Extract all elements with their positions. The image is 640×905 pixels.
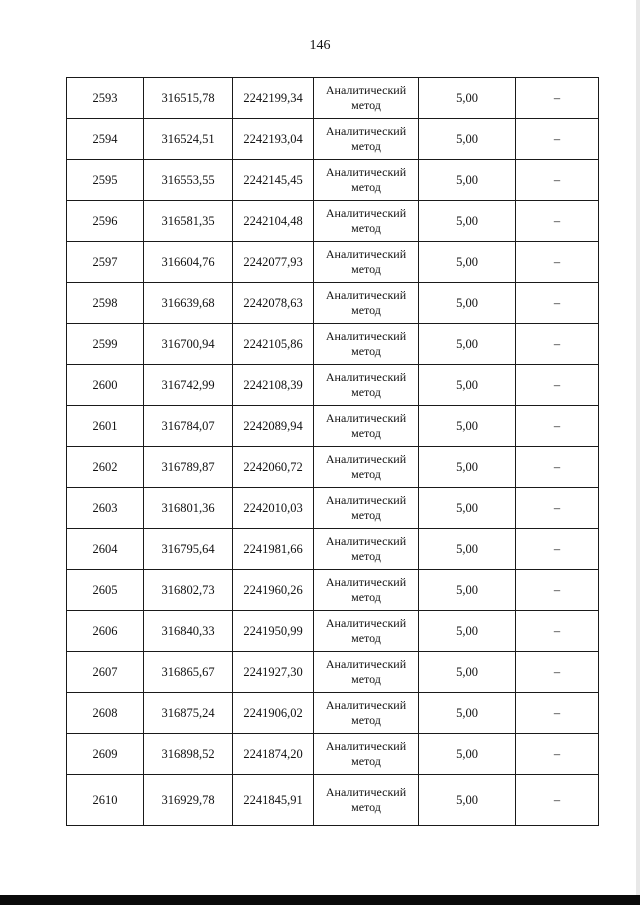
table-row bbox=[67, 570, 599, 611]
table-row bbox=[67, 324, 599, 365]
accuracy-cell: 5,00 bbox=[419, 570, 516, 611]
point-number-cell: 2608 bbox=[67, 693, 144, 734]
x-coordinate-cell: 316742,99 bbox=[144, 365, 233, 406]
method-text: Аналитический метод bbox=[325, 452, 407, 481]
method-cell bbox=[314, 529, 419, 570]
point-number-cell: 2610 bbox=[67, 775, 144, 826]
method-cell bbox=[314, 693, 419, 734]
x-coordinate-cell: 316553,55 bbox=[144, 160, 233, 201]
accuracy-cell: 5,00 bbox=[419, 119, 516, 160]
table-row bbox=[67, 693, 599, 734]
note-cell: – bbox=[516, 611, 599, 652]
method-text: Аналитический метод bbox=[325, 785, 407, 814]
accuracy-cell: 5,00 bbox=[419, 406, 516, 447]
method-cell bbox=[314, 160, 419, 201]
method-text: Аналитический метод bbox=[325, 411, 407, 440]
x-coordinate-cell: 316639,68 bbox=[144, 283, 233, 324]
table-row bbox=[67, 160, 599, 201]
method-text: Аналитический метод bbox=[325, 83, 407, 112]
y-coordinate-cell: 2242145,45 bbox=[233, 160, 314, 201]
point-number-cell: 2609 bbox=[67, 734, 144, 775]
point-number-cell: 2607 bbox=[67, 652, 144, 693]
method-text: Аналитический метод bbox=[325, 206, 407, 235]
y-coordinate-cell: 2242104,48 bbox=[233, 201, 314, 242]
method-cell bbox=[314, 611, 419, 652]
method-cell bbox=[314, 283, 419, 324]
x-coordinate-cell: 316802,73 bbox=[144, 570, 233, 611]
point-number-cell: 2599 bbox=[67, 324, 144, 365]
note-cell: – bbox=[516, 652, 599, 693]
coordinates-table bbox=[66, 77, 599, 826]
x-coordinate-cell: 316581,35 bbox=[144, 201, 233, 242]
y-coordinate-cell: 2241906,02 bbox=[233, 693, 314, 734]
x-coordinate-cell: 316784,07 bbox=[144, 406, 233, 447]
method-text: Аналитический метод bbox=[325, 575, 407, 604]
point-number-cell: 2597 bbox=[67, 242, 144, 283]
accuracy-cell: 5,00 bbox=[419, 201, 516, 242]
method-cell bbox=[314, 78, 419, 119]
point-number-cell: 2606 bbox=[67, 611, 144, 652]
method-cell bbox=[314, 652, 419, 693]
x-coordinate-cell: 316700,94 bbox=[144, 324, 233, 365]
y-coordinate-cell: 2242077,93 bbox=[233, 242, 314, 283]
accuracy-cell: 5,00 bbox=[419, 242, 516, 283]
note-cell: – bbox=[516, 201, 599, 242]
accuracy-cell: 5,00 bbox=[419, 324, 516, 365]
method-text: Аналитический метод bbox=[325, 698, 407, 727]
x-coordinate-cell: 316795,64 bbox=[144, 529, 233, 570]
y-coordinate-cell: 2242010,03 bbox=[233, 488, 314, 529]
point-number-cell: 2593 bbox=[67, 78, 144, 119]
method-cell bbox=[314, 201, 419, 242]
table-body bbox=[67, 78, 599, 826]
accuracy-cell: 5,00 bbox=[419, 775, 516, 826]
point-number-cell: 2594 bbox=[67, 119, 144, 160]
table-row bbox=[67, 283, 599, 324]
method-text: Аналитический метод bbox=[325, 616, 407, 645]
x-coordinate-cell: 316898,52 bbox=[144, 734, 233, 775]
accuracy-cell: 5,00 bbox=[419, 283, 516, 324]
y-coordinate-cell: 2241950,99 bbox=[233, 611, 314, 652]
method-text: Аналитический метод bbox=[325, 329, 407, 358]
x-coordinate-cell: 316929,78 bbox=[144, 775, 233, 826]
note-cell: – bbox=[516, 365, 599, 406]
method-text: Аналитический метод bbox=[325, 124, 407, 153]
note-cell: – bbox=[516, 324, 599, 365]
accuracy-cell: 5,00 bbox=[419, 611, 516, 652]
accuracy-cell: 5,00 bbox=[419, 488, 516, 529]
y-coordinate-cell: 2241845,91 bbox=[233, 775, 314, 826]
table-row bbox=[67, 119, 599, 160]
x-coordinate-cell: 316789,87 bbox=[144, 447, 233, 488]
x-coordinate-cell: 316875,24 bbox=[144, 693, 233, 734]
method-cell bbox=[314, 365, 419, 406]
y-coordinate-cell: 2241981,66 bbox=[233, 529, 314, 570]
accuracy-cell: 5,00 bbox=[419, 160, 516, 201]
note-cell: – bbox=[516, 242, 599, 283]
method-cell bbox=[314, 775, 419, 826]
y-coordinate-cell: 2242078,63 bbox=[233, 283, 314, 324]
point-number-cell: 2601 bbox=[67, 406, 144, 447]
x-coordinate-cell: 316840,33 bbox=[144, 611, 233, 652]
method-cell bbox=[314, 447, 419, 488]
table-row bbox=[67, 775, 599, 826]
scan-border bbox=[0, 895, 640, 905]
y-coordinate-cell: 2241960,26 bbox=[233, 570, 314, 611]
method-text: Аналитический метод bbox=[325, 657, 407, 686]
note-cell: – bbox=[516, 406, 599, 447]
y-coordinate-cell: 2241927,30 bbox=[233, 652, 314, 693]
point-number-cell: 2596 bbox=[67, 201, 144, 242]
method-text: Аналитический метод bbox=[325, 165, 407, 194]
point-number-cell: 2600 bbox=[67, 365, 144, 406]
point-number-cell: 2598 bbox=[67, 283, 144, 324]
accuracy-cell: 5,00 bbox=[419, 447, 516, 488]
y-coordinate-cell: 2242199,34 bbox=[233, 78, 314, 119]
method-cell bbox=[314, 734, 419, 775]
note-cell: – bbox=[516, 734, 599, 775]
method-text: Аналитический метод bbox=[325, 247, 407, 276]
accuracy-cell: 5,00 bbox=[419, 652, 516, 693]
accuracy-cell: 5,00 bbox=[419, 734, 516, 775]
y-coordinate-cell: 2242060,72 bbox=[233, 447, 314, 488]
accuracy-cell: 5,00 bbox=[419, 693, 516, 734]
point-number-cell: 2602 bbox=[67, 447, 144, 488]
note-cell: – bbox=[516, 570, 599, 611]
method-text: Аналитический метод bbox=[325, 493, 407, 522]
accuracy-cell: 5,00 bbox=[419, 365, 516, 406]
table-row bbox=[67, 652, 599, 693]
table-row bbox=[67, 611, 599, 652]
table-row bbox=[67, 242, 599, 283]
point-number-cell: 2595 bbox=[67, 160, 144, 201]
table-row bbox=[67, 734, 599, 775]
method-cell bbox=[314, 570, 419, 611]
x-coordinate-cell: 316865,67 bbox=[144, 652, 233, 693]
table-row bbox=[67, 488, 599, 529]
x-coordinate-cell: 316524,51 bbox=[144, 119, 233, 160]
method-text: Аналитический метод bbox=[325, 370, 407, 399]
note-cell: – bbox=[516, 283, 599, 324]
accuracy-cell: 5,00 bbox=[419, 529, 516, 570]
note-cell: – bbox=[516, 775, 599, 826]
table-row bbox=[67, 78, 599, 119]
method-cell bbox=[314, 242, 419, 283]
page-number: 146 bbox=[309, 38, 331, 53]
accuracy-cell: 5,00 bbox=[419, 78, 516, 119]
note-cell: – bbox=[516, 119, 599, 160]
note-cell: – bbox=[516, 447, 599, 488]
x-coordinate-cell: 316604,76 bbox=[144, 242, 233, 283]
note-cell: – bbox=[516, 160, 599, 201]
point-number-cell: 2603 bbox=[67, 488, 144, 529]
note-cell: – bbox=[516, 78, 599, 119]
y-coordinate-cell: 2242108,39 bbox=[233, 365, 314, 406]
y-coordinate-cell: 2242193,04 bbox=[233, 119, 314, 160]
x-coordinate-cell: 316801,36 bbox=[144, 488, 233, 529]
method-cell bbox=[314, 324, 419, 365]
y-coordinate-cell: 2242089,94 bbox=[233, 406, 314, 447]
method-cell bbox=[314, 406, 419, 447]
point-number-cell: 2604 bbox=[67, 529, 144, 570]
y-coordinate-cell: 2242105,86 bbox=[233, 324, 314, 365]
x-coordinate-cell: 316515,78 bbox=[144, 78, 233, 119]
table-row bbox=[67, 365, 599, 406]
note-cell: – bbox=[516, 488, 599, 529]
method-text: Аналитический метод bbox=[325, 534, 407, 563]
table-row bbox=[67, 447, 599, 488]
note-cell: – bbox=[516, 529, 599, 570]
table-row bbox=[67, 201, 599, 242]
note-cell: – bbox=[516, 693, 599, 734]
method-cell bbox=[314, 488, 419, 529]
table-row bbox=[67, 529, 599, 570]
method-text: Аналитический метод bbox=[325, 288, 407, 317]
method-cell bbox=[314, 119, 419, 160]
scan-edge bbox=[636, 0, 640, 895]
point-number-cell: 2605 bbox=[67, 570, 144, 611]
method-text: Аналитический метод bbox=[325, 739, 407, 768]
y-coordinate-cell: 2241874,20 bbox=[233, 734, 314, 775]
table-row bbox=[67, 406, 599, 447]
